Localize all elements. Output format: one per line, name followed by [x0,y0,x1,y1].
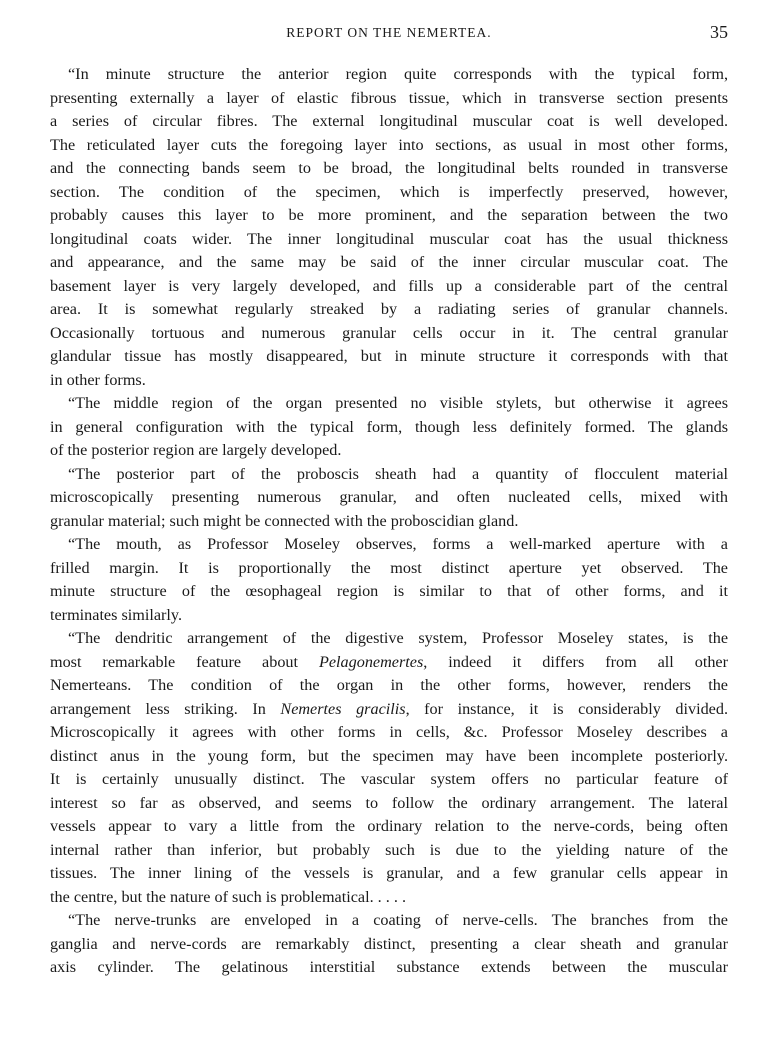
text-segment: “The middle region of the organ presented no visible stylets, but otherwise it agrees [68,394,728,412]
text-line [50,322,728,346]
text-line [50,87,728,111]
text-line [50,439,728,463]
text-line [50,533,728,557]
text-line [50,110,728,134]
page-number: 35 [710,22,728,42]
text-line [50,181,728,205]
page-header [50,22,728,44]
text-segment: “In minute structure the anterior region quite corresponds with the typical form, [68,65,728,83]
italic-taxon-name: Pelagonemertes [318,652,424,671]
text-line [50,651,728,675]
text-line [50,933,728,957]
text-segment: basement layer is very largely developed, and fills up a considerable part of the central [50,276,728,295]
text-line [50,580,728,604]
text-segment: Nemerteans. The condition of the organ in the other forms, however, renders the [50,676,728,694]
text-line [50,369,728,393]
text-segment: “The mouth, as Professor Moseley observes, forms a well-marked aperture with a [68,535,728,553]
text-line [50,768,728,792]
text-segment: and appearance, and the same may be said of the inner circular muscular coat. The [50,253,728,271]
text-line [50,486,728,510]
text-segment: Microscopically it agrees with other forms in cells, &c. Professor Moseley describes a [50,723,728,741]
text-line [50,298,728,322]
text-line [50,204,728,228]
paragraph [50,533,728,627]
text-segment: presenting externally a layer of elastic fibrous tissue, which in transverse section presents [50,88,728,107]
text-segment: granular material; such might be connected with the proboscidian gland. [50,511,519,530]
text-line [50,909,728,933]
text-segment: “The nerve-trunks are enveloped in a coating of nerve-cells. The branches from the [68,911,728,929]
text-segment: most remarkable feature about [50,652,319,671]
paragraph [50,63,728,392]
text-segment: minute structure of the œsophageal region is similar to that of other forms, and it [50,582,728,600]
text-line [50,627,728,651]
text-segment: arrangement less striking. In [50,699,281,718]
text-segment: glandular tissue has mostly disappeared, but in minute structure it corresponds with that [50,347,728,365]
text-segment: “The posterior part of the proboscis sheath had a quantity of flocculent material [68,464,728,483]
text-segment: ganglia and nerve-cords are remarkably distinct, presenting a clear sheath and granular [50,934,728,953]
text-segment: axis cylinder. The gelatinous interstitial substance extends between the muscular [50,958,728,976]
text-line [50,862,728,886]
text-line [50,792,728,816]
text-line [50,674,728,698]
text-line [50,721,728,745]
text-line [50,392,728,416]
text-segment: microscopically presenting numerous granular, and often nucleated cells, mixed with [50,488,728,506]
body-text [50,63,728,980]
text-line [50,956,728,980]
text-segment: The reticulated layer cuts the foregoing layer into sections, as usual in most other forms, [50,135,728,154]
text-segment: vessels appear to vary a little from the ordinary relation to the nerve-cords, being often [50,817,728,835]
text-segment: and the connecting bands seem to be broad, the longitudinal belts rounded in transverse [50,159,728,177]
text-segment: terminates similarly. [50,605,183,624]
italic-taxon-name: Nemertes gracilis [280,699,406,718]
paragraph [50,627,728,909]
text-line [50,745,728,769]
text-segment: distinct anus in the young form, but the specimen may have been incomplete posteriorly. [50,746,728,765]
text-segment: in other forms. [50,370,146,389]
text-segment: area. It is somewhat regularly streaked by a radiating series of granular channels. [50,300,728,318]
text-segment: frilled margin. It is proportionally the most distinct aperture yet observed. The [50,558,728,577]
text-line [50,463,728,487]
paragraph [50,463,728,534]
text-segment: internal rather than inferior, but probably such is due to the yielding nature of the [50,840,728,859]
paragraph [50,909,728,980]
text-segment: longitudinal coats wider. The inner longitudinal muscular coat has the usual thickness [50,229,728,248]
text-line [50,134,728,158]
text-segment: in general configuration with the typical form, though less definitely formed. The glands [50,417,728,436]
text-segment: , for instance, it is considerably divided. [405,699,729,718]
text-line [50,63,728,87]
text-segment: Occasionally tortuous and numerous granular cells occur in it. The central granular [50,323,728,342]
text-segment: section. The condition of the specimen, which is imperfectly preserved, however, [50,182,728,201]
text-line [50,839,728,863]
text-segment: the centre, but the nature of such is problematical. . . . . [50,887,407,906]
text-line [50,886,728,910]
text-segment: It is certainly unusually distinct. The vascular system offers no particular feature of [50,770,728,788]
text-segment: , indeed it differs from all other [423,652,728,671]
text-line [50,157,728,181]
text-line [50,275,728,299]
paragraph [50,392,728,463]
text-line [50,345,728,369]
text-line [50,251,728,275]
running-title: REPORT ON THE NEMERTEA. [286,25,492,40]
text-segment: “The dendritic arrangement of the digestive system, Professor Moseley states, is the [68,629,728,647]
text-line [50,557,728,581]
text-line [50,416,728,440]
text-line [50,510,728,534]
text-line [50,604,728,628]
text-segment: of the posterior region are largely developed. [50,441,342,459]
text-segment: interest so far as observed, and seems to follow the ordinary arrangement. The lateral [50,793,728,812]
text-segment: tissues. The inner lining of the vessels is granular, and a few granular cells appear in [50,864,728,882]
text-line [50,698,728,722]
text-segment: a series of circular fibres. The external longitudinal muscular coat is well developed. [50,112,728,130]
text-segment: probably causes this layer to be more prominent, and the separation between the two [50,206,728,224]
text-line [50,228,728,252]
text-line [50,815,728,839]
